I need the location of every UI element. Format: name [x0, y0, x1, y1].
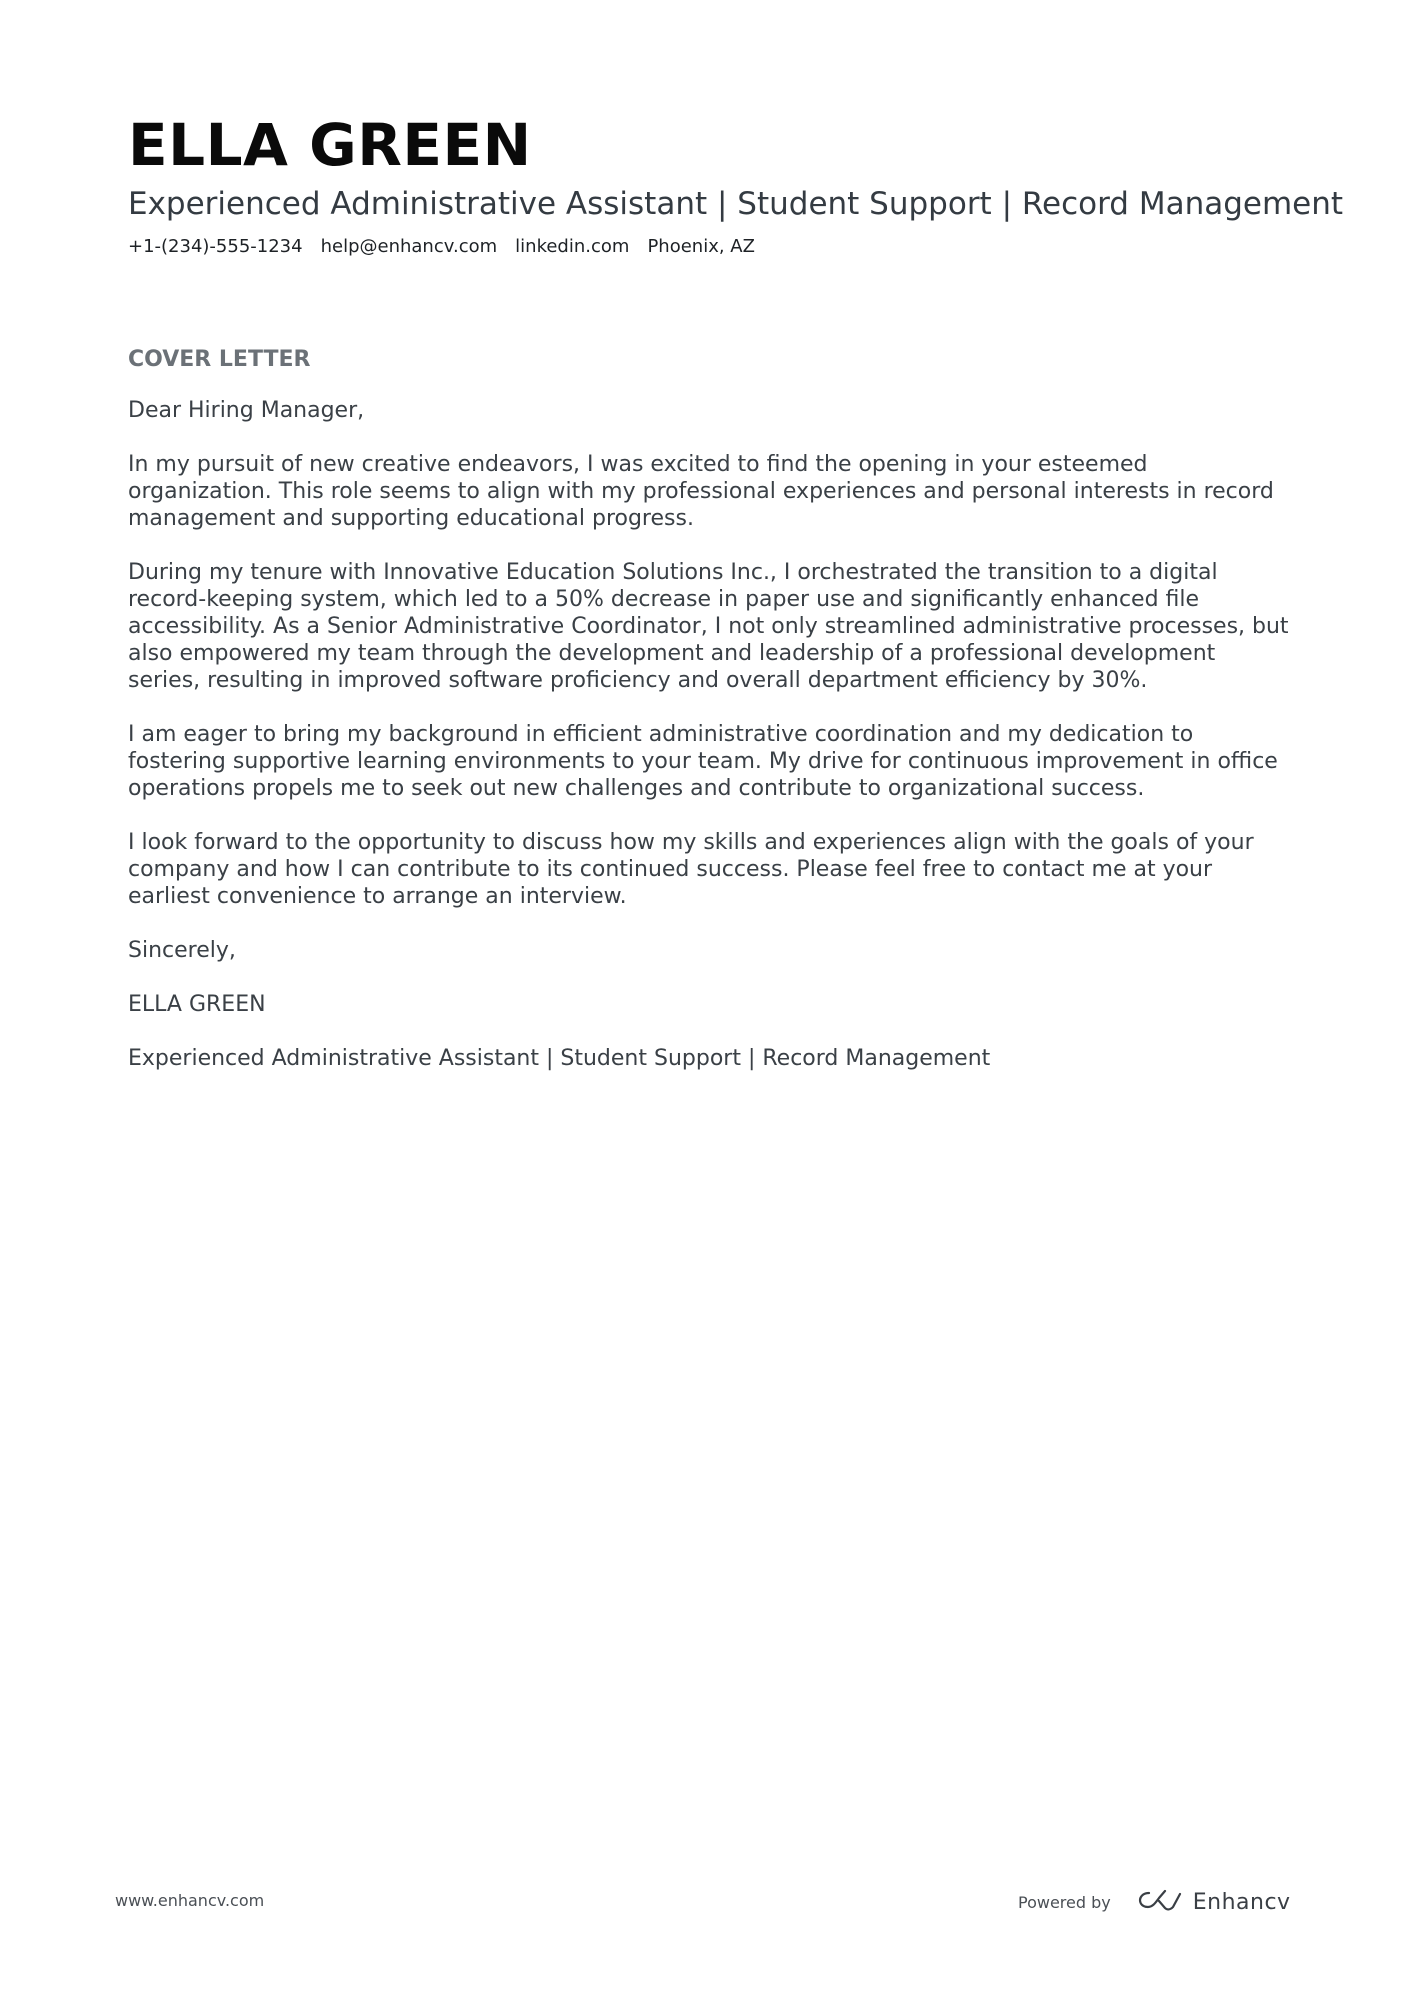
brand-logo[interactable] [1137, 1888, 1291, 1917]
contact-info [128, 234, 755, 260]
location: Phoenix, AZ [647, 236, 755, 257]
signature-name: ELLA GREEN [128, 992, 266, 1017]
applicant-tagline: Experienced Administrative Assistant | Student Support | Record Management [128, 186, 1344, 222]
powered-by [1018, 1888, 1291, 1917]
letter-body [128, 397, 1293, 1099]
enhancv-logo-icon [1137, 1888, 1183, 1917]
paragraph-experience: During my tenure with Innovative Education Solutions Inc., I orchestrated the transition to a digital record-keeping system, which led to a 50% decrease in paper use and significantly enhanced file accessibility. As a Senior Administrative Coordinator, I not only streamlined administrative processes, but also empowered my team through the development and leadership of a professional development series, resulting in improved software proficiency and overall department efficiency by 30%. [128, 560, 1289, 693]
footer-website-link[interactable]: www.enhancv.com [115, 1891, 265, 1910]
paragraph-motivation: I am eager to bring my background in efficient administrative coordination and my dedication to fostering supportive learning environments to your team. My drive for continuous improvement in office operations propels me to seek out new challenges and contribute to organizational success. [128, 722, 1278, 801]
section-title: COVER LETTER [128, 347, 311, 372]
email-address[interactable]: help@enhancv.com [320, 236, 498, 257]
greeting: Dear Hiring Manager, [128, 398, 365, 423]
linkedin-link[interactable]: linkedin.com [515, 236, 630, 257]
paragraph-intro: In my pursuit of new creative endeavors, I was excited to find the opening in your esteemed organization. This role seems to align with my professional experiences and personal interests in record management and supporting educational progress. [128, 452, 1274, 531]
phone-number[interactable]: +1-(234)-555-1234 [128, 236, 303, 257]
applicant-name: ELLA GREEN [128, 111, 532, 179]
brand-name: Enhancv [1192, 1890, 1291, 1915]
signature-title: Experienced Administrative Assistant | Student Support | Record Management [128, 1046, 991, 1071]
closing-salutation: Sincerely, [128, 938, 236, 963]
paragraph-closing: I look forward to the opportunity to discuss how my skills and experiences align with the goals of your company and how I can contribute to its continued success. Please feel free to contact me at your earliest convenience to arrange an interview. [128, 830, 1254, 909]
powered-by-label: Powered by [1018, 1893, 1111, 1912]
